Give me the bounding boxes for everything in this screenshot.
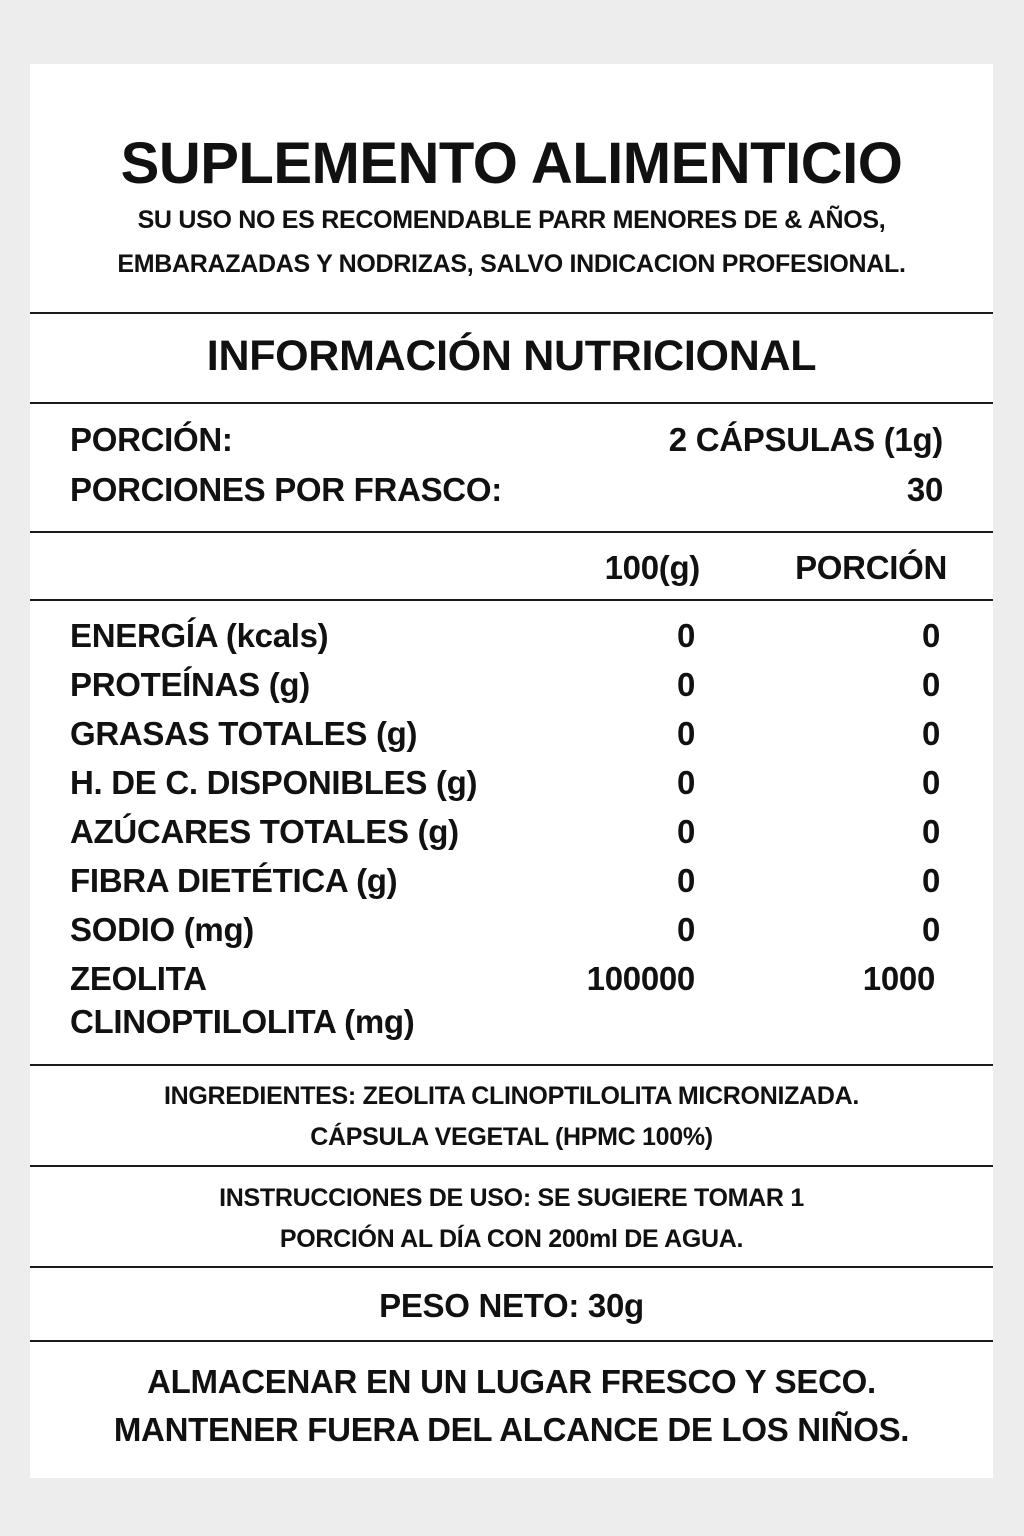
nutrient-value-portion: 0 <box>921 911 940 948</box>
instructions-line-2: PORCIÓN AL DÍA CON 200ml DE AGUA. <box>279 1225 744 1253</box>
divider <box>30 1266 993 1268</box>
storage-line-1: ALMACENAR EN UN LUGAR FRESCO Y SECO. <box>147 1363 876 1400</box>
divider <box>30 1064 993 1066</box>
serving-value: 2 CÁPSULAS (1g) <box>668 421 943 458</box>
nutrition-title: INFORMACIÓN NUTRICIONAL <box>206 332 817 380</box>
nutrient-value-100g: 0 <box>676 862 695 899</box>
nutrient-value-portion: 0 <box>921 862 940 899</box>
nutrient-label: AZÚCARES TOTALES (g) <box>70 813 459 850</box>
divider <box>30 1165 993 1167</box>
instructions-line-1: INSTRUCCIONES DE USO: SE SUGIERE TOMAR 1 <box>219 1184 804 1212</box>
nutrient-value-100g: 0 <box>676 666 695 703</box>
nutrient-value-100g: 0 <box>676 764 695 801</box>
nutrient-value-portion: 0 <box>921 666 940 703</box>
nutrient-label: ENERGÍA (kcals) <box>70 617 329 654</box>
net-weight: PESO NETO: 30g <box>379 1287 644 1324</box>
divider <box>30 402 993 404</box>
serving-label: PORCIÓN: <box>70 421 233 458</box>
storage-line-2: MANTENER FUERA DEL ALCANCE DE LOS NIÑOS. <box>113 1411 910 1448</box>
ingredients-line-1: INGREDIENTES: ZEOLITA CLINOPTILOLITA MICRONIZADA. <box>164 1082 859 1110</box>
column-header-portion: PORCIÓN <box>795 549 947 586</box>
nutrient-value-100g: 0 <box>676 813 695 850</box>
divider <box>30 531 993 533</box>
divider <box>30 1340 993 1342</box>
nutrient-value-portion: 0 <box>921 764 940 801</box>
nutrient-value-portion: 0 <box>921 617 940 654</box>
nutrient-value-100g: 0 <box>676 617 695 654</box>
nutrient-value-portion: 0 <box>921 715 940 752</box>
nutrient-label-zeolite-2: CLINOPTILOLITA (mg) <box>70 1003 415 1040</box>
nutrition-label-panel <box>30 64 993 1478</box>
nutrient-value-100g: 0 <box>676 715 695 752</box>
nutrient-label: PROTEÍNAS (g) <box>70 666 310 703</box>
nutrient-label: GRASAS TOTALES (g) <box>70 715 418 752</box>
divider <box>30 312 993 314</box>
nutrient-label: H. DE C. DISPONIBLES (g) <box>70 764 478 801</box>
product-title: SUPLEMENTO ALIMENTICIO <box>120 131 903 196</box>
column-header-100g: 100(g) <box>604 549 700 586</box>
nutrient-value-portion: 0 <box>921 813 940 850</box>
nutrient-value-100g: 0 <box>676 911 695 948</box>
warning-line-1: SU USO NO ES RECOMENDABLE PARR MENORES DE & AÑOS, <box>137 206 886 234</box>
nutrient-label-zeolite-1: ZEOLITA <box>70 960 207 997</box>
ingredients-line-2: CÁPSULA VEGETAL (HPMC 100%) <box>310 1123 713 1151</box>
nutrient-label: FIBRA DIETÉTICA (g) <box>70 862 398 899</box>
nutrient-value-100g: 100000 <box>586 960 695 997</box>
nutrient-label: SODIO (mg) <box>70 911 254 948</box>
servings-per-value: 30 <box>906 471 943 508</box>
nutrient-value-portion: 1000 <box>862 960 935 997</box>
warning-line-2: EMBARAZADAS Y NODRIZAS, SALVO INDICACION PROFESIONAL. <box>117 250 906 278</box>
servings-per-label: PORCIONES POR FRASCO: <box>70 471 502 508</box>
divider <box>30 599 993 601</box>
